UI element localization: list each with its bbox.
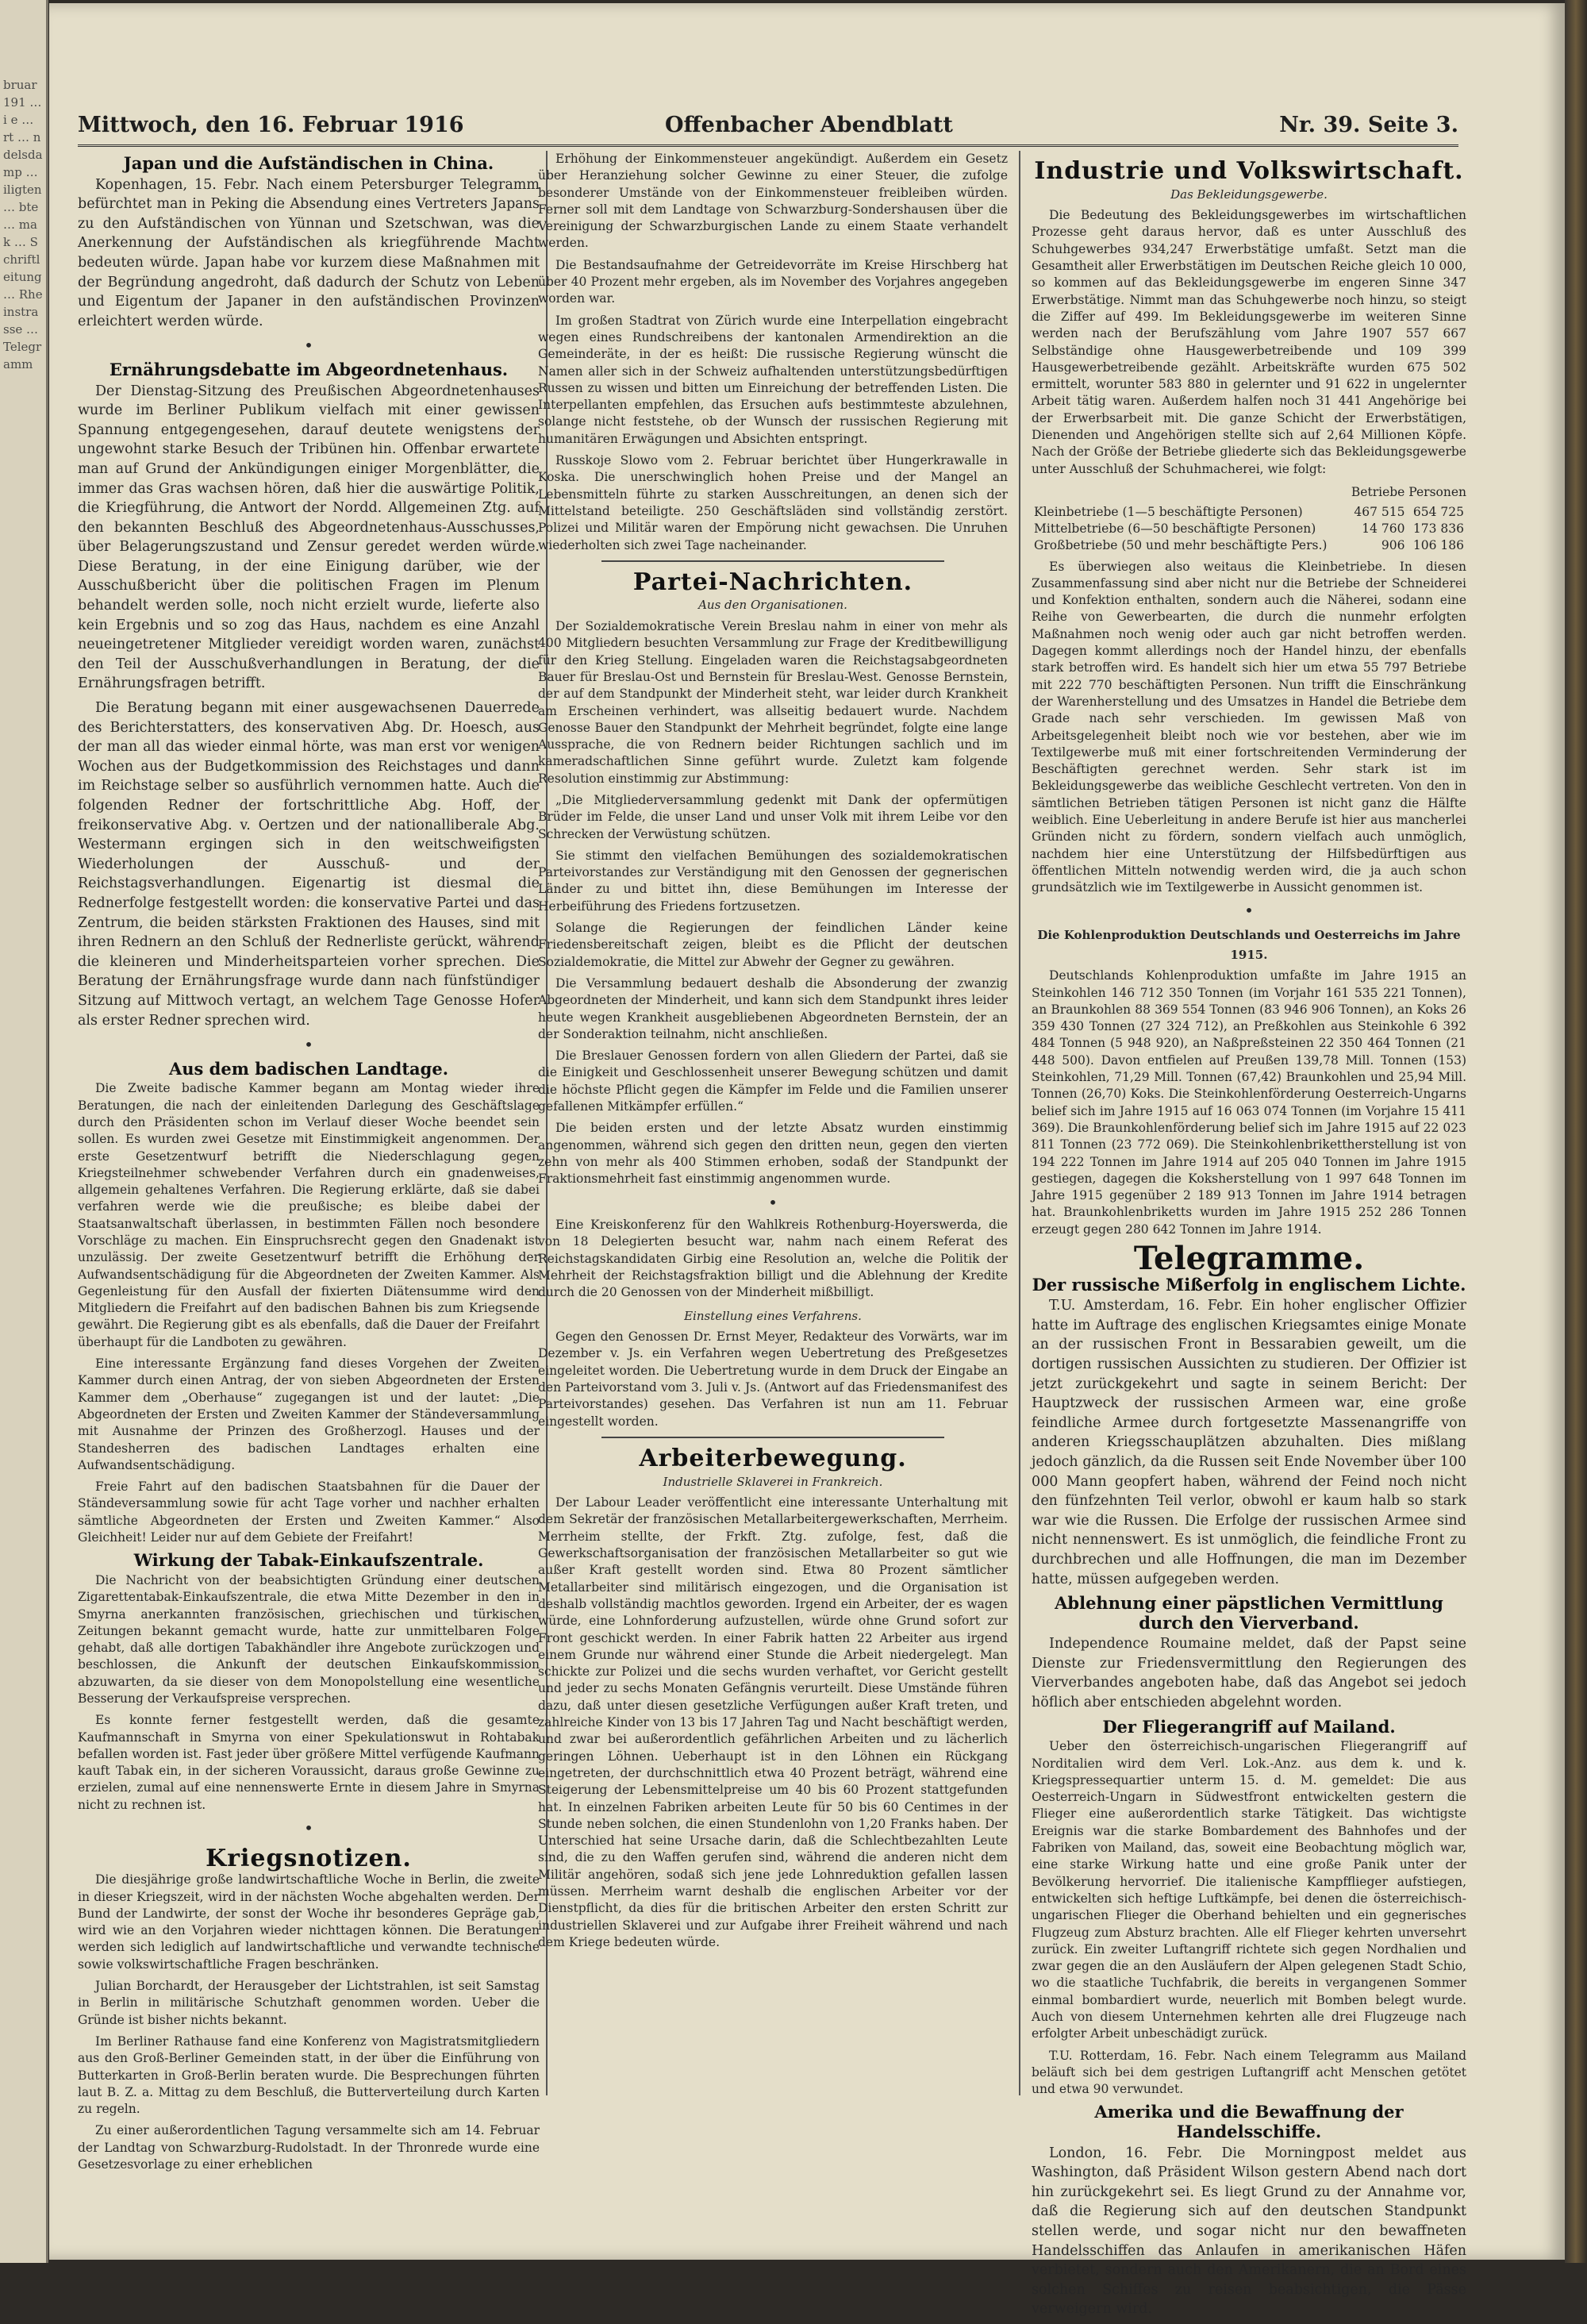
article-text: Gegen den Genossen Dr. Ernst Meyer, Redakteur des Vorwärts, war im Dezember v. Js. ein Verfahren wegen Uebertretung des Preßgesetzes eingeleitet worden. Die Uebertretung wurde in dem Druck der Eingabe an den Parteivorstand vom 3. Juli v. Js. (Antwort auf das Friedensmanifest des Parteivorstandes) gesehen. Das Verfahren ist nun am 11. Februar eingestellt worden. bbox=[538, 1329, 1008, 1429]
article-text: Deutschlands Kohlenproduktion umfaßte im Jahre 1915 an Steinkohlen 146 712 350 Tonnen (im Vorjahr 161 535 221 Tonnen), an Braunkohlen 88 369 554 Tonnen (83 946 906 Tonnen), an Koks 26 359 430 Tonnen (27 324 712), an Preßkohlen aus Steinkohle 6 392 484 Tonnen (5 948 920), an Naßpreßsteinen 22 350 464 Tonnen (21 448 500). Davon entfielen auf Preußen 139,78 Mill. Tonnen (153) Steinkohlen, 71,29 Mill. Tonnen (67,42) Braunkohlen und 25,94 Mill. Tonnen (26,70) Koks. Die Steinkohlenförderung Oesterreich-Ungarns belief sich im Jahre 1915 auf 16 063 074 Tonnen (im Vorjahre 15 411 369). Die Braunkohlenförderung belief sich im Jahre 1915 auf 22 023 811 Tonnen (23 772 069). Die Steinkohlenbrikettherstellung ist von 194 222 Tonnen im Jahre 1914 auf 205 040 Tonnen im Jahre 1915 gestiegen, dagegen die Koksherstellung von 1 997 648 Tonnen im Jahre 1915 gegenüber 2 189 913 Tonnen im Jahre 1914 betragen hat. Braunkohlenbriketts wurden im Jahre 1915 252 286 Tonnen erzeugt gegen 280 642 Tonnen im Jahre 1914. bbox=[1032, 968, 1466, 1237]
separator-star: • bbox=[1244, 901, 1254, 921]
separator-star: • bbox=[304, 336, 313, 356]
quote-text: Die Breslauer Genossen fordern von allen Gliedern der Partei, daß sie die Einigkeit und Geschlossenheit unserer Bewegung schützen und damit die höchste Pflicht gegen die Kämpfer im Felde und die Familien unserer gefallenen Mitkämpfer erfüllen.“ bbox=[538, 1048, 1008, 1114]
table-row bbox=[1032, 537, 1466, 554]
article-text: Der Labour Leader veröffentlicht eine interessante Unterhaltung mit dem Sekretär der französischen Metallarbeitergewerkschaften, Merrheim. Merrheim stellte, der Frkft. Ztg. zufolge, fest, daß die Gewerkschaftsorganisation der französischen Metallarbeiter so gut wie außer Kraft gestellt worden sind. Etwa 80 Prozent sämtlicher Metallarbeiter sind militärisch eingezogen, und die Organisation ist deshalb vollständig machtlos geworden. Irgend ein Arbeiter, der es wagen würde, eine Lohnforderung aufzustellen, würde ohne Grund sofort zur Front geschickt werden. In einer Fabrik hatten 22 Arbeiter aus irgend einem Grunde nur während einer Stunde die Arbeit niedergelegt. Man schickte zur Polizei und die sechs wurden verhaftet, vor Gericht gestellt und jeder zu sechs Monaten Gefängnis verurteilt. Diese Umstände führen dazu, daß unter diesen gesetzliche Verfügungen außer Kraft treten, und zahlreiche Kinder von 13 bis 17 Jahren Tag und Nacht beschäftigt werden, und zwar bei außerordentlich gefährlichen Arbeiten und zu lächerlich geringen Löhnen. Ueberhaupt ist in den Löhnen ein Rückgang eingetreten, der durchschnittlich etwa 40 Prozent beträgt, während eine Steigerung der Lebensmittelpreise um 40 bis 60 Prozent stattgefunden hat. In einzelnen Fabriken arbeiten Leute für 50 bis 60 Centimes in der Stunde neben solchen, die einen Stundenlohn von 1,20 Franks haben. Der Unterschied hat seine Ursache darin, daß die Schlechtbezahlten Leute sind, die zu den Waffen gerufen sind, während die anderen nicht dem Militär angehören, sodaß sich jene jede Lohnreduktion gefallen lassen müssen. Merrheim warnt deshalb die englischen Arbeiter vor der Dienstpflicht, da dies für die britischen Arbeiter den ersten Schritt zur industriellen Sklaverei und zur Aufgabe ihrer Freiheit während und nach dem Kriege bedeuten würde. bbox=[538, 1495, 1008, 1949]
section-rule bbox=[601, 560, 944, 562]
article-text: Der Sozialdemokratische Verein Breslau nahm in einer von mehr als 400 Mitgliedern besuchten Versammlung zur Frage der Kreditbewilligung für den Krieg Stellung. Eingeladen waren die Reichstagsabgeordneten Bauer für Breslau-Ost und Bernstein für Breslau-West. Genosse Bernstein, der auf dem Standpunkt der Minderheit steht, war leider durch Krankheit am Erscheinen verhindert, was allseitig bedauert wurde. Nachdem Genosse Bauer den Standpunkt der Mehrheit begründet, folgte eine lange Aussprache, die von Rednern beider Richtungen sachlich und im kameradschaftlichen Sinne geführt wurde. Zuletzt kam folgende Resolution einstimmig zur Abstimmung: bbox=[538, 619, 1008, 786]
stats-header: Betriebe Personen bbox=[1351, 484, 1466, 499]
article-text: Erhöhung der Einkommensteuer angekündigt. Außerdem ein Gesetz über Heranziehung solcher Gewinne zu einer Steuer, die zufolge besonderer Umstände von der Einkommensteuer freibleiben würden. Ferner soll mit dem Landtage von Schwarzburg-Sondershausen über die Vereinigung der Schwarzburgischen Lande zu einem Staate verhandelt werden. bbox=[538, 152, 1008, 251]
masthead bbox=[78, 110, 1458, 147]
section-title: Telegramme. bbox=[1133, 1240, 1365, 1277]
article-text: Es konnte ferner festgestellt werden, daß die gesamte Kaufmannschaft in Smyrna von einer Spekulationswut in Rohtabak befallen worden ist. Fast jeder über größere Mittel verfügende Kaufmann kauft Tabak ein, in der sicheren Voraussicht, daraus große Gewinne zu erzielen, zumal auf eine nennenswerte Ernte in diesem Jahre in Smyrna nicht zu rechnen ist. bbox=[78, 1713, 540, 1812]
separator-star: • bbox=[304, 1818, 313, 1838]
article-text: Russkoje Slowo vom 2. Februar berichtet über Hungerkrawalle in Koska. Die unerschwinglich hohen Preise und der Mangel an Lebensmitteln führte zu starken Ausschreitungen, an denen sich der Mittelstand beteiligte. 250 Geschäftsläden sind vollständig zerstört. Polizei und Militär waren der Empörung nicht gewachsen. Die Unruhen wiederholten sich zwei Tage nacheinander. bbox=[538, 453, 1008, 552]
article-text: Im Berliner Rathause fand eine Konferenz von Magistratsmitgliedern aus den Groß-Berliner Gemeinden statt, in der über die Einführung von Butterkarten in Groß-Berlin beraten wurde. Die Besprechungen führten laut B. Z. a. Mittag zu dem Beschluß, die Butterverteilung durch Karten zu regeln. bbox=[78, 2034, 540, 2117]
quote-text: „Die Mitgliederversammlung gedenkt mit Dank der opfermütigen Brüder im Felde, die unser Land und unser Volk mit ihrem Leibe vor den Schrecken der Verwüstung schützen. bbox=[538, 792, 1008, 841]
article-title: Der russische Mißerfolg in englischem Lichte. bbox=[1032, 1274, 1466, 1295]
separator-star: • bbox=[768, 1192, 778, 1212]
article-subtitle: Die Kohlenproduktion Deutschlands und Oesterreichs im Jahre 1915. bbox=[1037, 928, 1461, 962]
article-text: T.U. Amsterdam, 16. Febr. Ein hoher englischer Offizier hatte im Auftrage des englischen Kriegsamtes einige Monate an der russischen Front in Bessarabien geweilt, um die dortigen russischen Aussichten zu studieren. Der Offizier ist jetzt zurückgekehrt und sagte in seinem Bericht: Der Hauptzweck der russischen Armeen war, eine große feindliche Armee durch fortgesetzte Massenangriffe von anderen Kriegsschauplätzen abzuhalten. Dies mißlang jedoch gänzlich, da die Russen seit Ende November über 100 000 Mann geopfert haben, während der Feind noch nicht den fünfzehnten Teil verlor, obwohl er kaum halb so stark war wie die Russen. Die Erfolge der russischen Armee sind nicht nennenswert. Es ist unmöglich, die feindliche Front zu durchbrechen und alle Hoffnungen, die man im Dezember hatte, müssen aufgegeben werden. bbox=[1032, 1298, 1466, 1587]
article-title: Ablehnung einer päpstlichen Vermittlung durch den Vierverband. bbox=[1055, 1593, 1443, 1633]
section-subtitle: Das Bekleidungsgewerbe. bbox=[1170, 187, 1328, 202]
section-title: Industrie und Volkswirtschaft. bbox=[1034, 157, 1464, 185]
adjacent-page-text: bruar 191 … i e … rt … ndelsdamp … iligten … bte … mak … Schriftleitung … Rheinstrasse … Telegramm bbox=[3, 78, 43, 371]
article-text: Der Dienstag-Sitzung des Preußischen Abgeordnetenhauses wurde im Berliner Publikum vielfach mit einer gewissen Spannung entgegengesehen, darauf deutete wenigstens der ungewohnt starke Besuch der Tribünen hin. Offenbar erwartete man auf Grund der Ankündigungen einiger Morgenblätter, die immer das Gras wachsen hören, daß hier die auswärtige Politik, die Kriegführung, die Antwort der Nordd. Allgemeinen Ztg. auf den bekannten Beschluß des Abgeordnetenhaus-Ausschusses, über Belagerungszustand und Zensur geredet werden würde. Diese Beratung, in der eine Einigung darüber, wie der Ausschußbericht über die politischen Fragen im Plenum behandelt werden solle, noch nicht erzielt wurde, lieferte also kein Ergebnis und so zog das Haus, nachdem es eine Anzahl neueingetretener Mitglieder vereidigt worden waren, zunächst den Teil der Ausschußverhandlungen in Beratung, der die Ernährungsfragen betrifft. bbox=[78, 383, 540, 692]
section-title: Arbeiterbewegung. bbox=[639, 1444, 907, 1472]
article-text: Freie Fahrt auf den badischen Staatsbahnen für die Dauer der Ständeversammlung sowie für acht Tage vorher und nachher erhalten sämtliche Abgeordneten der Ersten und Zweiten Kammer.“ Also Gleichheit! Leider nur auf dem Gebiete der Freifahrt! bbox=[78, 1479, 540, 1545]
quote-text: Die Versammlung bedauert deshalb die Absonderung der zwanzig Abgeordneten der Minderheit, und kann sich dem Standpunkt ihres leider heute wegen Krankheit ausgebliebenen Abgeordneten Bernstein, der an der Sonderaktion teilnahm, nicht anschließen. bbox=[538, 975, 1008, 1041]
column-2 bbox=[538, 151, 1008, 1956]
article-title: Aus dem badischen Landtage. bbox=[168, 1058, 449, 1079]
column-rule bbox=[1019, 151, 1020, 2095]
article-text: Eine Kreiskonferenz für den Wahlkreis Rothenburg-Hoyerswerda, die von 18 Delegierten besucht war, nahm nach einem Referat des Reichstagskandidaten Girbig eine Resolution an, welche die Politik der Mehrheit der Reichstagsfraktion billigt und die Ablehnung der Kredite durch die 20 Genossen von der Minderheit mißbilligt. bbox=[538, 1218, 1008, 1300]
section-rule bbox=[601, 1437, 944, 1438]
betriebe-value: 14 760 bbox=[1362, 521, 1405, 536]
betriebe-value: 906 bbox=[1381, 537, 1405, 552]
betriebe-value: 467 515 bbox=[1354, 504, 1405, 519]
article-title: Japan und die Aufständischen in China. bbox=[123, 153, 494, 173]
article-text: Eine interessante Ergänzung fand dieses Vorgehen der Zweiten Kammer durch einen Antrag, der von sieben Abgeordneten der Ersten Kammer dem „Oberhause“ zugegangen ist und der lautet: „Die Abgeordneten der Ersten und Zweiten Kammer der Ständeversammlung mit Ausnahme der Prinzen des Großherzogl. Hauses und der Standesherren des badischen Landtages erhalten eine Aufwandsentschädigung. bbox=[78, 1356, 540, 1472]
article-text: Die Bedeutung des Bekleidungsgewerbes im wirtschaftlichen Prozesse geht daraus hervor, daß es unter Ausschluß des Schuhgewerbes 934,247 Erwerbstätige umfaßt. Setzt man die Gesamtheit aller Erwerbstätigen im Deutschen Reiche gleich 10 000, so kommen auf das Bekleidungsgewerbe im engeren Sinne 347 Erwerbstätige. Nimmt man das Schuhgewerbe noch hinzu, so steigt die Ziffer auf 499. Im Bekleidungsgewerbe im weiteren Sinne werden nach der Berufszählung vom Jahre 1907 557 667 Selbständige ohne Hausgewerbetreibende und 109 399 Hausgewerbetreibende gezählt. Arbeitskräfte wurden 675 502 ermittelt, worunter 583 880 in gelernter und 91 622 in ungelernter Arbeit tätig waren. Außerdem halfen noch 31 441 Angehörige bei der Erwerbsarbeit mit. Die ganze Schicht der Erwerbstätigen, Dienenden und Angehörigen stellte sich auf 2,64 Millionen Köpfe. Nach der Größe der Betriebe gliederte sich das Bekleidungsgewerbe unter Ausschluß der Schuhmacherei, wie folgt: bbox=[1032, 208, 1466, 476]
article-text: London, 16. Febr. Die Morningpost meldet aus Washington, daß Präsident Wilson gestern Abend nach dort hin zurückgekehrt sei. Es liegt Grund zu der Annahme vor, daß die Regierung sich auf den deutschen Standpunkt stellen werde, und sogar nicht nur den bewaffneten Handelsschiffen das Anlaufen in amerikanischen Häfen verbietet, sondern auch den Amerikanern, die an Bord eines solchen Schiffes zu reisen beabsichtigen, die Pässe verweigern wird. bbox=[1032, 2145, 1466, 2318]
row-label: Mittelbetriebe (6—50 beschäftigte Personen) bbox=[1034, 521, 1316, 536]
article-text: Die Beratung begann mit einer ausgewachsenen Dauerrede des Berichterstatters, des konservativen Abg. Dr. Hoesch, aus der man all das wieder einmal hörte, was man erst vor wenigen Wochen aus der Budgetkommission des Reichstages und dann im Reichstage selber so ausführlich vernommen hatte. Auch die folgenden Redner der fortschrittliche Abg. Hoff, der freikonservative Abg. v. Oertzen und der nationalliberale Abg. Westermann ergingen sich in den weitschweifigsten Wiederholungen der Ausschuß- und der Reichstagsverhandlungen. Eigenartig ist diesmal die Rednerfolge festgestellt worden: die konservative Partei und das Zentrum, die beiden stärksten Fraktionen des Hauses, sind mit ihren Rednern an den Schluß der Rednerliste gerückt, während die kleineren und Minderheitsparteien vorher sprechen. Die Beratung der Ernährungsfrage wurde dann nach fünfstündiger Sitzung auf Mittwoch vertagt, an welchem Tage Genosse Hofer als erster Redner sprechen wird. bbox=[78, 700, 540, 1029]
row-label: Kleinbetriebe (1—5 beschäftigte Personen) bbox=[1034, 504, 1303, 519]
article-text: Im großen Stadtrat von Zürich wurde eine Interpellation eingebracht wegen eines Rundschreibens der kantonalen Armendirektion an die Gemeinderäte, in der es heißt: Die russische Regierung wünscht die Namen aller sich in der Schweiz aufhaltenden unterstützungsbedürftigen Russen zu wissen und bitten um Einreichung der betreffenden Listen. Die Interpellanten empfehlen, das Ersuchen aufs bestimmteste abzulehnen, solange nicht feststehe, ob der Wunsch der russischen Regierung mit humanitären Erwägungen und Absichten entspringt. bbox=[538, 313, 1008, 446]
article-title: Amerika und die Bewaffnung der Handelsschiffe. bbox=[1094, 2102, 1404, 2142]
article-text: Kopenhagen, 15. Febr. Nach einem Petersburger Telegramm befürchtet man in Peking die Absendung eines Vertreters Japans zu den Aufständischen von Yünnan und Szetschwan, was die Anerkennung der Aufständischen als kriegführende Macht bedeuten würde. Japan habe vor kurzem diese Maßnahmen mit der Begründung angedroht, daß dadurch der Schutz von Leben und Eigentum der Japaner in den aufständischen Provinzen erleichtert werden würde. bbox=[78, 176, 540, 329]
column-3 bbox=[1032, 151, 1466, 2324]
issue-date: Mittwoch, den 16. Februar 1916 bbox=[78, 113, 464, 137]
paper-name: Offenbacher Abendblatt bbox=[665, 113, 953, 137]
article-text: Zu einer außerordentlichen Tagung versammelte sich am 14. Februar der Landtag von Schwarzburg-Rudolstadt. In der Thronrede wurde eine Gesetzesvorlage zu einer erheblichen bbox=[78, 2123, 540, 2172]
article-text: Die diesjährige große landwirtschaftliche Woche in Berlin, die zweite in dieser Kriegszeit, wird in der nächsten Woche abgehalten werden. Der Bund der Landwirte, der sonst der Woche ihr besonderes Gepräge gab, wird wie an den Vorjahren wieder nichttagen können. Die Beratungen werden sich lediglich auf landwirtschaftliche und verwandte technische sowie volkswirtschaftliche Fragen beschränken. bbox=[78, 1872, 540, 1972]
article-text: Die Bestandsaufnahme der Getreidevorräte im Kreise Hirschberg hat über 40 Prozent mehr ergeben, als im November des Vorjahres angegeben worden war. bbox=[538, 257, 1008, 306]
article-text: Die beiden ersten und der letzte Absatz wurden einstimmig angenommen, während sich gegen den dritten neun, gegen den vierten zehn von mehr als 400 Stimmen erhoben, sodaß der Standpunkt der Fraktionsmehrheit fast einstimmig angenommen wurde. bbox=[538, 1121, 1008, 1187]
article-text: Julian Borchardt, der Herausgeber der Lichtstrahlen, ist seit Samstag in Berlin in militärische Schutzhaft genommen worden. Ueber die Gründe ist bisher nichts bekannt. bbox=[78, 1979, 540, 2027]
article-text: T.U. Rotterdam, 16. Febr. Nach einem Telegramm aus Mailand beläuft sich bei dem gestrigen Luftangriff acht Menschen getötet und etwa 90 verwundet. bbox=[1032, 2048, 1466, 2097]
column-1 bbox=[78, 151, 540, 2178]
article-title: Der Fliegerangriff auf Mailand. bbox=[1102, 1716, 1396, 1737]
table-row bbox=[1032, 504, 1466, 521]
personen-value: 654 725 bbox=[1412, 504, 1464, 519]
article-text: Independence Roumaine meldet, daß der Papst seine Dienste zur Friedensvermittlung den Regierungen des Vierverbandes angeboten habe, daß das Angebot sei jedoch höflich aber entschieden abgelehnt worden. bbox=[1032, 1636, 1466, 1711]
business-stats-table bbox=[1032, 504, 1466, 554]
personen-value: 173 836 bbox=[1412, 521, 1464, 536]
section-subtitle: Einstellung eines Verfahrens. bbox=[684, 1308, 862, 1323]
issue-number-page: Nr. 39. Seite 3. bbox=[1279, 113, 1458, 137]
separator-star: • bbox=[304, 1035, 313, 1055]
book-binding bbox=[1565, 0, 1587, 2263]
article-text: Es überwiegen also weitaus die Kleinbetriebe. In diesen Zusammenfassung sind aber nicht nur die Betriebe der Schneiderei und Konfektion enthalten, sondern auch die Näherei, sodann eine Reihe von Gewerbearten, die durch die nunmehr erfolgten Maßnahmen noch wenig oder auch gar nicht betroffen werden. Dagegen kommt allerdings noch der Handel hinzu, der ebenfalls stark betroffen wird. Es handelt sich hier um etwa 55 797 Betriebe mit 222 770 beschäftigten Personen. Nun trifft die Einschränkung der Warenherstellung und des Umsatzes in Handel die Betriebe dem Grade nach sehr verschieden. Im gewissen Maß von Arbeitsgelegenheit bleibt noch wie vor bestehen, aber wie im Textilgewerbe muß mit einer fortschreitenden Verminderung der Beschäftigten gerechnet werden. Sehr stark ist im Bekleidungsgewerbe das weibliche Geschlecht vertreten. Von den in sämtlichen Betrieben tätigen Personen ist nicht ganz die Hälfte weiblich. Eine Ueberleitung in andere Berufe ist hier aus mancherlei Gründen nicht zu fördern, sondern vielfach auch unmöglich, nachdem hier eine Unterstützung der Hilfsbedürftigen aus öffentlichen Mitteln notwendig werden wird, die ja auch schon grundsätzlich wie im Textilgewerbe in Aussicht genommen ist. bbox=[1032, 559, 1466, 895]
article-title: Wirkung der Tabak-Einkaufszentrale. bbox=[133, 1550, 484, 1571]
quote-text: Sie stimmt den vielfachen Bemühungen des sozialdemokratischen Parteivorstandes zur Verständigung mit den Genossen der gegnerischen Länder zu und bittet ihn, diese Bemühungen im Interesse der Herbeiführung des Friedens fortzusetzen. bbox=[538, 848, 1008, 914]
quote-text: Solange die Regierungen der feindlichen Länder keine Friedensbereitschaft zeigen, bleibt es die Pflicht der deutschen Sozialdemokratie, die Mittel zur Abwehr der Gegner zu gewähren. bbox=[538, 921, 1008, 969]
article-text: Die Zweite badische Kammer begann am Montag wieder ihre Beratungen, die nach der einleitenden Darlegung des Geschäftslage durch den Präsidenten schon im Verlauf dieser Woche beendet sein sollen. Es wurden zwei Gesetze mit Einstimmigkeit angenommen. Der erste Gesetzentwurf betrifft die Niederschlagung gegen Kriegsteilnehmer schwebender Verfahren durch ein gnadenweises, allgemein gehaltenes Verfahren. Die Regierung erklärte, daß sie dabei verfahren werde wie die preußische; es bleibe dabei der Staatsanwaltschaft überlassen, in bestimmten Fällen noch besondere Vorschläge zu machen. Ein Einspruchsrecht gegen den Gnadenakt ist unzulässig. Der zweite Gesetzentwurf betrifft die Erhöhung der Aufwandsentschädigung für die Abgeordneten der Zweiten Kammer. Als Gegenleistung für den Ausfall der fixierten Diätensumme wird den Mitgliedern die Freifahrt auf den badischen Bahnen bis zum Kriegsende gewährt. Die Regierung gibt es als ebenfalls, daß die Dauer der Freifahrt überhaupt für die Landboten zu gewähren. bbox=[78, 1081, 540, 1349]
row-label: Großbetriebe (50 und mehr beschäftigte Pers.) bbox=[1034, 537, 1328, 552]
article-title: Ernährungsdebatte im Abgeordnetenhaus. bbox=[109, 359, 509, 379]
section-subtitle: Industrielle Sklaverei in Frankreich. bbox=[663, 1474, 883, 1489]
adjacent-page-edge bbox=[0, 0, 48, 2263]
table-row bbox=[1032, 521, 1466, 537]
section-subtitle: Aus den Organisationen. bbox=[698, 598, 847, 613]
personen-value: 106 186 bbox=[1412, 537, 1464, 552]
section-title: Kriegsnotizen. bbox=[206, 1844, 412, 1872]
article-text: Die Nachricht von der beabsichtigten Gründung einer deutschen Zigarettentabak-Einkaufszentrale, die etwa Mitte Dezember in den in Smyrna anerkannten französischen, griechischen und türkischen Zeitungen bekannt gemacht wurde, hatte zur unmittelbaren Folge gehabt, daß alle dortigen Tabakhändler ihre Angebote zurückzogen und beschlossen, die Ankunft der deutschen Einkaufskommission abzuwarten, da sie dieser von dem Monopolstellung eine wesentliche Besserung der Verkaufspreise versprechen. bbox=[78, 1572, 540, 1706]
article-text: Ueber den österreichisch-ungarischen Fliegerangriff auf Norditalien wird dem Verl. Lok.-Anz. aus dem k. und k. Kriegspressequartier unterm 15. d. M. gemeldet: Die aus Oesterreich-Ungarn in Südwestfront entwickelten gestern die Flieger eine außerordentlich starke Tätigkeit. Das wichtigste Ereignis war die starke Bombardement des Bahnhofes und der Fabriken von Mailand, das, soweit eine Beobachtung möglich war, eine starke Wirkung hatte und eine große Panik unter der Bevölkerung hervorrief. Die italienische Kampfflieger aufstiegen, entwickelten sich heftige Luftkämpfe, bei denen die österreichisch-ungarischen Flieger die Oberhand behielten und ein gegnerisches Flugzeug zum Absturz brachten. Alle elf Flieger kehrten unversehrt zurück. Ein zweiter Luftangriff richtete sich gegen Nordhalien und zwar gegen die an den Ausläufern der Alpen gelegenen Stadt Schio, wo die staatliche Tuchfabrik, die bereits in vergangenen Sommer einmal bombardiert wurde, neuerlich mit Bomben belegt wurde. Auch von diesem Unternehmen kehrten alle drei Flugzeuge nach erfolgter Arbeit unbeschädigt zurück. bbox=[1032, 1739, 1466, 2041]
section-title: Partei-Nachrichten. bbox=[632, 568, 913, 596]
